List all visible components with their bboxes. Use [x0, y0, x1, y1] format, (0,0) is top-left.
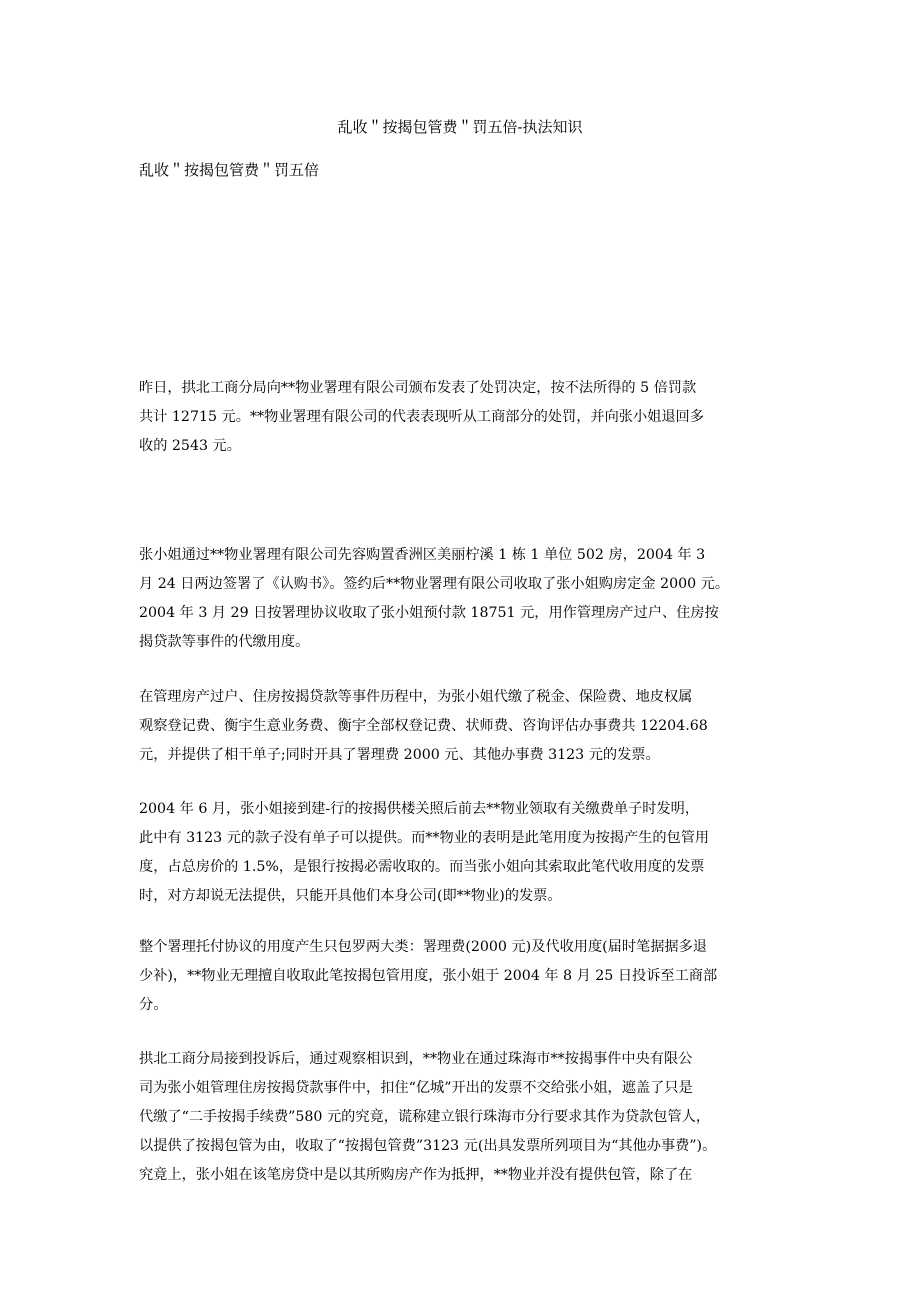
- text-line: 2004 年 3 月 29 日按署理协议收取了张小姐预付款 18751 元，用作管理房产过户、住房按: [139, 605, 719, 621]
- text-line: 收的 2543 元。: [139, 438, 241, 454]
- paragraph-penalty-decision: [139, 374, 799, 461]
- text-line: 此中有 3123 元的款子没有单子可以提供。而**物业的表明是此笔用度为按揭产生的包管用: [139, 830, 710, 846]
- text-line: 时，对方却说无法提供，只能开具他们本身公司(即**物业)的发票。: [139, 888, 562, 904]
- paragraph-investigation: [139, 1045, 799, 1190]
- text-line: 揭贷款等事件的代缴用度。: [139, 634, 310, 650]
- article-subtitle: 乱收＂按揭包管费＂罚五倍: [139, 161, 320, 179]
- paragraph-complaint: [139, 933, 799, 1020]
- text-line: 观察登记费、衡宇生意业务费、衡宇全部权登记费、状师费、咨询评估办事费共 12204.68: [139, 718, 708, 734]
- text-line: 究竟上，张小姐在该笔房贷中是以其所购房产作为抵押，**物业并没有提供包管，除了在: [139, 1167, 693, 1183]
- text-line: 张小姐通过**物业署理有限公司先容购置香洲区美丽柠溪 1 栋 1 单位 502 房，2004 年 3: [139, 547, 706, 563]
- text-line: 少补)，**物业无理擅自收取此笔按揭包管用度，张小姐于 2004 年 8 月 25 日投诉至工商部: [139, 968, 718, 984]
- text-line: 在管理房产过户、住房按揭贷款等事件历程中，为张小姐代缴了税金、保险费、地皮权属: [139, 689, 693, 705]
- text-line: 拱北工商分局接到投诉后，通过观察相识到，**物业在通过珠海市**按揭事件中央有限公: [139, 1051, 693, 1067]
- paragraph-fees-paid: [139, 683, 799, 770]
- text-line: 元，并提供了相干单子;同时开具了署理费 2000 元、其他办事费 3123 元的发票。: [139, 747, 660, 763]
- paragraph-purchase-background: [139, 541, 799, 657]
- text-line: 共计 12715 元。**物业署理有限公司的代表表现听从工商部分的处罚，并向张小姐退回多: [139, 409, 704, 425]
- paragraph-missing-receipt: [139, 795, 799, 911]
- text-line: 以提供了按揭包管为由，收取了“按揭包管费”3123 元(出具发票所列项目为“其他办事费”)。: [139, 1138, 717, 1154]
- text-line: 代缴了“二手按揭手续费”580 元的究竟，谎称建立银行珠海市分行要求其作为贷款包管人，: [139, 1109, 711, 1125]
- text-line: 昨日，拱北工商分局向**物业署理有限公司颁布发表了处罚决定，按不法所得的 5 倍罚款: [139, 380, 697, 396]
- document-title: 乱收＂按揭包管费＂罚五倍-执法知识: [337, 118, 583, 136]
- text-line: 整个署理托付协议的用度产生只包罗两大类：署理费(2000 元)及代收用度(届时笔据据多退: [139, 939, 707, 955]
- text-line: 司为张小姐管理住房按揭贷款事件中，扣住“亿城”开出的发票不交给张小姐，遮盖了只是: [139, 1080, 693, 1096]
- text-line: 分。: [139, 997, 168, 1013]
- text-line: 度，占总房价的 1.5%，是银行按揭必需收取的。而当张小姐向其索取此笔代收用度的发票: [139, 859, 705, 875]
- text-line: 月 24 日两边签署了《认购书》。签约后**物业署理有限公司收取了张小姐购房定金 2000 元。: [139, 576, 730, 592]
- text-line: 2004 年 6 月，张小姐接到建-行的按揭供楼关照后前去**物业领取有关缴费单子时发明，: [139, 801, 700, 817]
